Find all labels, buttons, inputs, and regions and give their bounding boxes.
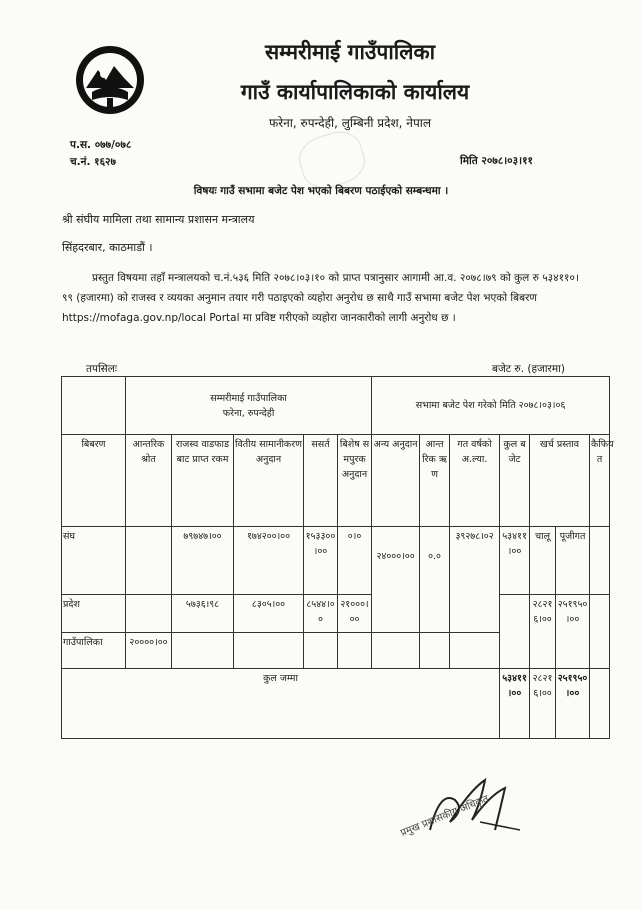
- row-label: संघ: [62, 527, 126, 595]
- cell: [372, 633, 420, 669]
- cell: १५३३००।००: [304, 527, 338, 595]
- cell: [304, 633, 338, 669]
- row-label: गाउँपालिका: [62, 633, 126, 669]
- table-row: [62, 527, 610, 595]
- cell: २००००।००: [126, 633, 172, 669]
- cell: [126, 527, 172, 595]
- office-title: सम्मरीमाई गाउँपालिका: [264, 40, 436, 64]
- budget-table: [61, 376, 614, 739]
- cell: ७९७४७।००: [172, 527, 234, 595]
- cell: १७४२००।००: [234, 527, 304, 595]
- cell: पूजीगत: [556, 527, 590, 595]
- table-row: [62, 595, 610, 633]
- table-meeting-date: सभामा बजेट पेश गरेको मिति २०७८।०३।०६: [372, 377, 610, 435]
- cell: [590, 669, 610, 739]
- total-kul: ५३४११।००: [500, 669, 530, 739]
- cell: [450, 633, 500, 669]
- cell: [338, 633, 372, 669]
- cell: ०।०: [338, 527, 372, 595]
- col-header-equalization: वितीय सामानीकरण अनुदान: [234, 435, 304, 527]
- cell: [590, 527, 610, 595]
- cell: ५७३६।९८: [172, 595, 234, 633]
- municipality-logo-icon: [74, 44, 146, 116]
- col-header-revenue: राजस्व वाडफाडबाट प्राप्त रकम: [172, 435, 234, 527]
- col-header-conditional: ससर्त: [304, 435, 338, 527]
- budget-unit-label: बजेट रु. (हजारमा): [492, 363, 565, 375]
- col-header-expense: खर्च प्रस्ताव: [530, 435, 590, 527]
- cell: ८५४४।००: [304, 595, 338, 633]
- table-org-address: फरेना, रुपन्देही: [222, 407, 275, 419]
- signatory-title: प्रमुख प्रशासकीय अधिकृत: [399, 793, 491, 839]
- table-org-cell: [126, 377, 372, 435]
- letter-ps-number: प.स. ०७७/०७८: [70, 139, 132, 151]
- cell: ५३४११।००: [500, 527, 530, 595]
- total-chalu: २८२१६।००: [530, 669, 556, 739]
- letter-chn-number: च.नं. १६२७: [70, 156, 116, 168]
- col-header-total: कुल बजेट: [500, 435, 530, 527]
- cell: ३९२७८।०२: [450, 527, 500, 633]
- tapsil-label: तपसिलः: [86, 363, 118, 375]
- table-corner: [62, 377, 126, 435]
- col-header-internal: आन्तरिक श्रोत: [126, 435, 172, 527]
- row-label: प्रदेश: [62, 595, 126, 633]
- cell: २५१९५०।००: [556, 595, 590, 669]
- table-org-name: सम्मरीमाई गाउँपालिका: [210, 392, 287, 404]
- col-header-special: बिशेष समपुरक अनुदान: [338, 435, 372, 527]
- cell: [590, 595, 610, 669]
- cell: [234, 633, 304, 669]
- total-label: कुल जम्मा: [62, 669, 500, 739]
- office-subtitle: गाउँ कार्यापालिकाको कार्यालय: [240, 80, 470, 104]
- recipient-line2: सिंहदरबार, काठमाडौं ।: [62, 241, 153, 254]
- cell: [126, 595, 172, 633]
- letter-date: मिति २०७८।०३।११: [460, 155, 533, 167]
- col-header-other: अन्य अनुदान: [372, 435, 420, 527]
- cell: [420, 633, 450, 669]
- recipient-line1: श्री संघीय मामिला तथा सामान्य प्रशासन मन्त्रालय: [62, 213, 255, 226]
- col-header-last-year: गत वर्षको अ.ल्या.: [450, 435, 500, 527]
- cell: २८२१६।००: [530, 595, 556, 669]
- cell: ०.०: [420, 527, 450, 633]
- col-header-loan: आन्तरिक ऋण: [420, 435, 450, 527]
- letter-subject: विषयः गाउँ सभामा बजेट पेश भएको बिबरण पठाईएको सम्बन्धमा ।: [193, 185, 449, 197]
- cell: चालू: [530, 527, 556, 595]
- cell: ८३०५।००: [234, 595, 304, 633]
- cell: २४०००।००: [372, 527, 420, 633]
- cell: [500, 595, 530, 669]
- cell: २१०००।००: [338, 595, 372, 633]
- letter-body: प्रस्तुत विषयमा तहाँ मन्त्रालयको च.नं.५३६ मिति २०७८।०३।१० को प्राप्त पत्रानुसार आगामी आ.व. २०७८।७९ को कुल रु ५३४११०।९९ (हजारमा) को राजस्व र व्ययका अनुमान तयार गरी पठाइएको व्यहोरा अनुरोध छ साथै गाउँ सभामा बजेट पेश भएको बिबरण https://mofaga.gov.np/local Portal मा प्रविष्ट गरीएको व्यहोरा जानकारीको लागी अनुरोध छ ।: [62, 272, 579, 324]
- col-header-remarks: कैफियत: [590, 435, 610, 527]
- total-puji: २५१९५०।००: [556, 669, 590, 739]
- col-header-bibaran: बिबरण: [62, 435, 126, 527]
- cell: [172, 633, 234, 669]
- office-address: फरेना, रुपन्देही, लुम्बिनी प्रदेश, नेपाल: [268, 116, 432, 130]
- table-total-row: [62, 669, 610, 739]
